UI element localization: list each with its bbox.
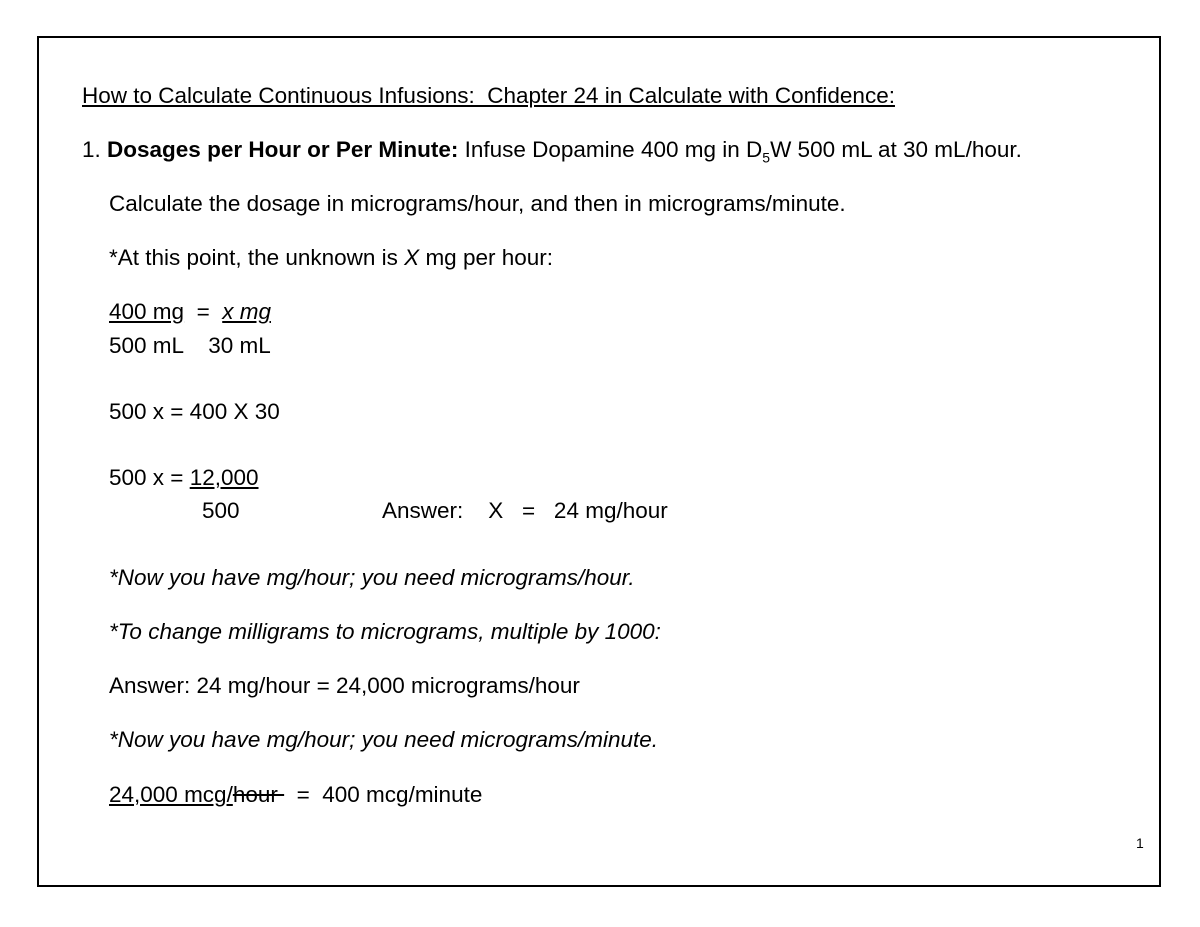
final-equation: [109, 781, 482, 809]
item-1-heading: Dosages per Hour or Per Minute:: [107, 137, 459, 162]
proportion-numerators: [109, 298, 271, 326]
note-mg-hour: *Now you have mg/hour; you need micrograms/hour.: [109, 565, 635, 590]
final-rest: = 400 mcg/minute: [284, 782, 483, 807]
answer-1: Answer: X = 24 mg/hour: [382, 498, 668, 523]
unknown-prefix: *At this point, the unknown is: [109, 245, 405, 270]
unknown-statement: [109, 244, 553, 272]
note-mg-minute: *Now you have mg/hour; you need micrograms/minute.: [109, 727, 659, 752]
page-number: 1: [1136, 835, 1144, 851]
item-1-text-end: W 500 mL at 30 mL/hour.: [770, 137, 1022, 162]
unknown-variable: X: [404, 245, 420, 270]
item-1: [82, 136, 1022, 164]
item-1-text: Infuse Dopamine 400 mg in D: [458, 137, 763, 162]
slide-title: How to Calculate Continuous Infusions: Chapter 24 in Calculate with Confidence:: [82, 83, 895, 108]
step-divide-numerator: 12,000: [189, 465, 259, 490]
final-numerator-struck: hour: [232, 782, 285, 807]
calc-instruction: Calculate the dosage in micrograms/hour, and then in micrograms/minute.: [109, 191, 846, 216]
unknown-suffix: mg per hour:: [419, 245, 554, 270]
answer-2: Answer: 24 mg/hour = 24,000 micrograms/hour: [109, 673, 580, 698]
step-divide-prefix: 500 x =: [109, 465, 190, 490]
final-numerator: 24,000 mcg/: [109, 782, 233, 807]
proportion-denominators: 500 mL 30 mL: [109, 333, 271, 358]
proportion-equals: =: [184, 299, 223, 324]
step-multiply: 500 x = 400 X 30: [109, 399, 280, 424]
item-1-number: 1.: [82, 137, 108, 162]
item-1-subscript: 5: [762, 149, 771, 166]
step-divide-denominator: 500: [202, 498, 240, 523]
proportion-num-left: 400 mg: [109, 299, 185, 324]
note-convert: *To change milligrams to micrograms, multiple by 1000:: [109, 619, 661, 644]
step-divide: [109, 464, 259, 492]
proportion-num-right: x mg: [222, 299, 271, 324]
